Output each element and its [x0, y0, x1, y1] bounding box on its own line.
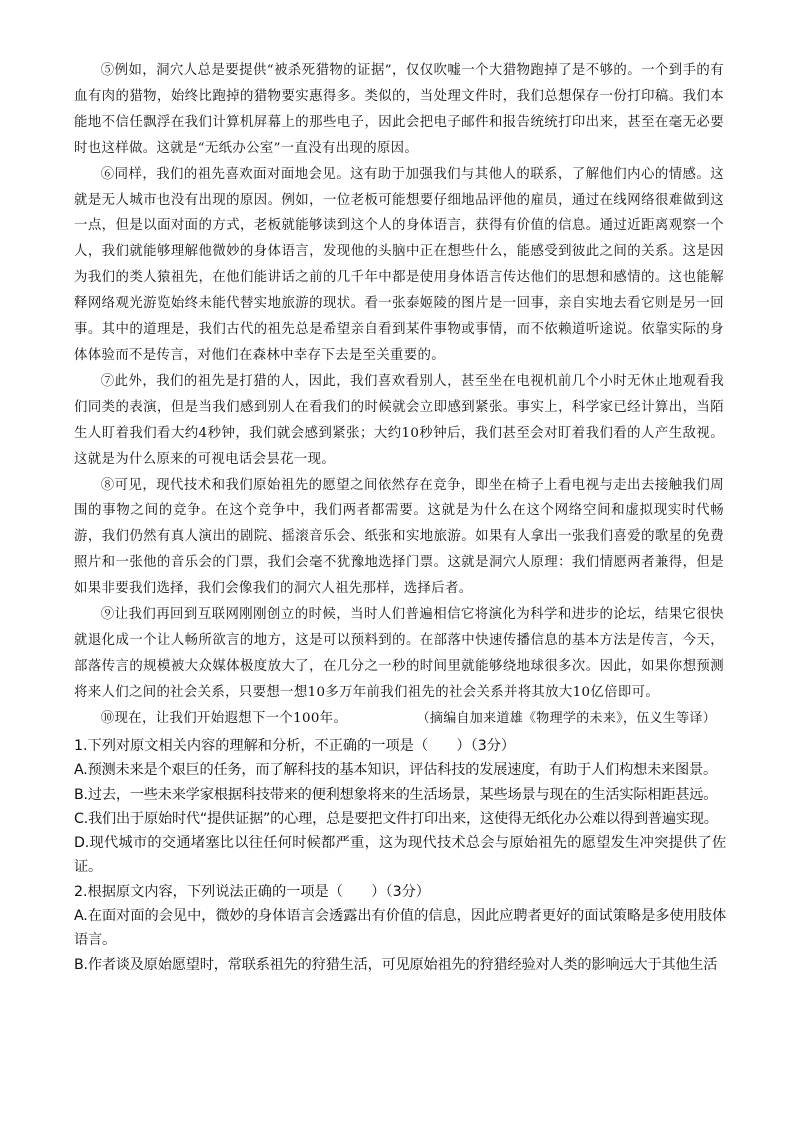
question-1-option-a: A.预测未来是个艰巨的任务，而了解科技的基本知识，评估科技的发展速度，有助于人们构想未来图景。 [74, 762, 718, 779]
question-1-option-d: D.现代城市的交通堵塞比以往任何时候都严重，这为现代技术总会与原始祖先的愿望发生冲突提供了佐证。 [74, 835, 726, 876]
article-body [74, 58, 724, 732]
article-paragraph-9: ⑨让我们再回到互联网刚刚创立的时候，当时人们普遍相信它将演化为科学和进步的论坛，结果它很快就退化成一个让人畅所欲言的地方，这是可以预料到的。在部落中快速传播信息的基本方法是传言，今天，部落传言的规模被大众媒体极度放大了，在几分之一秒的时间里就能够绕地球很多次。因此，如果你想预测将来人们之间的社会关系，只要想一想10多万年前我们祖先的社会关系并将其放大10亿倍即可。 [74, 607, 724, 700]
article-paragraph-5: ⑤例如，洞穴人总是要提供“被杀死猎物的证据”，仅仅吹嘘一个大猎物跑掉了是不够的。一个到手的有血有肉的猎物，始终比跑掉的猎物要实惠得多。类似的，当处理文件时，我们总想保存一份打印稿。我们本能地不信任飘浮在我们计算机屏幕上的那些电子，因此会把电子邮件和报告统统打印出来，甚至在毫无必要时也这样做。这就是“无纸办公室”一直没有出现的原因。 [74, 63, 724, 156]
question-1-stem: 1.下列对原文相关内容的理解和分析，不正确的一项是（ ）（3分） [74, 738, 516, 754]
question-2-option-b: B.作者谈及原始愿望时，常联系祖先的狩猎生活，可见原始祖先的狩猎经验对人类的影响远大于其他生活 [74, 956, 718, 973]
question-2-option-a: A.在面对面的会见中，微妙的身体语言会透露出有价值的信息，因此应聘者更好的面试策略是多使用肢体语言。 [74, 908, 726, 949]
article-paragraph-6: ⑥同样，我们的祖先喜欢面对面地会见。这有助于加强我们与其他人的联系，了解他们内心的情感。这就是无人城市也没有出现的原因。例如，一位老板可能想要仔细地品评他的雇员，通过在线网络很难做到这一点，但是以面对面的方式，老板就能够读到这个人的身体语言，获得有价值的信息。通过近距离观察一个人，我们就能够理解他微妙的身体语言，发现他的头脑中正在想些什么，能感受到彼此之间的关系。这是因为我们的类人猿祖先，在他们能讲话之前的几千年中都是使用身体语言传达他们的思想和感情的。这也能解释网络观光游览始终未能代替实地旅游的现状。看一张泰姬陵的图片是一回事，亲自实地去看它则是另一回事。其中的道理是，我们古代的祖先总是希望亲自看到某件事物或事情，而不依赖道听途说。依靠实际的身体体验而不是传言，对他们在森林中幸存下去是至关重要的。 [74, 166, 724, 363]
article-paragraph-8: ⑧可见，现代技术和我们原始祖先的愿望之间依然存在竞争，即坐在椅子上看电视与走出去接触我们周围的事物之间的竞争。在这个竞争中，我们两者都需要。这就是为什么在这个网络空间和虚拟现实时代畅游，我们仍然有真人演出的剧院、摇滚音乐会、纸张和实地旅游。如果有人拿出一张我们喜爱的歌星的免费照片和一张他的音乐会的门票，我们会毫不犹豫地选择门票。这就是洞穴人原理：我们情愿两者兼得，但是如果非要我们选择，我们会像我们的洞穴人祖先那样，选择后者。 [74, 477, 724, 597]
question-section [74, 734, 726, 977]
question-1-option-c: C.我们出于原始时代“提供证据”的心理，总是要把文件打印出来，这使得无纸化办公难以得到普遍实现。 [74, 810, 718, 827]
question-1-option-b: B.过去，一些未来学家根据科技带来的便利想象将来的生活场景，某些场景与现在的生活实际相距甚远。 [74, 786, 718, 803]
article-source-citation: （摘编自加来道雄《物理学的未来》，伍义生等译） [416, 711, 716, 726]
question-2-stem: 2.根据原文内容，下列说法正确的一项是（ ）（3分） [74, 883, 430, 900]
article-paragraph-7: ⑦此外，我们的祖先是打猎的人，因此，我们喜欢看别人，甚至坐在电视机前几个小时无休止地观看我们同类的表演，但是当我们感到别人在看我们的时候就会立即感到紧张。事实上，科学家已经计算出，当陌生人盯着我们看大约4秒钟，我们就会感到紧张；大约10秒钟后，我们甚至会对盯着我们看的人产生敌视。这就是为什么原来的可视电话会昙花一现。 [74, 373, 724, 467]
article-paragraph-10: ⑩现在，让我们开始遐想下一个100年。 [100, 710, 348, 726]
